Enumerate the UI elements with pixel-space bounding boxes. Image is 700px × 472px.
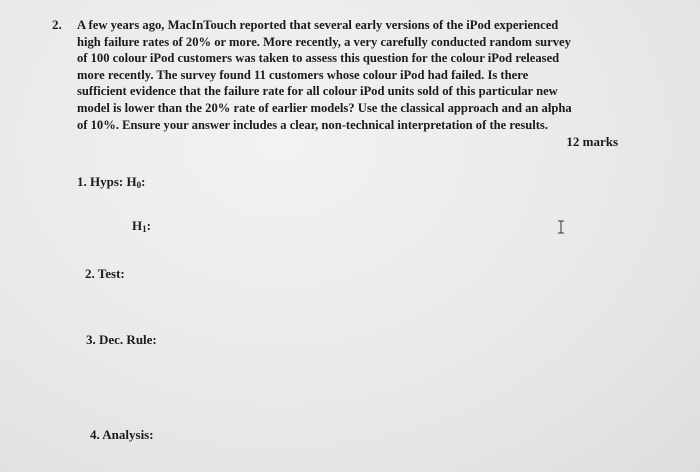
text-cursor-icon <box>557 220 565 234</box>
question-line: sufficient evidence that the failure rate for all colour iPod units sold of this particular new <box>77 84 558 99</box>
decision-rule-label: 3. Dec. Rule: <box>86 332 157 347</box>
question-line: more recently. The survey found 11 customers whose colour iPod had failed. Is there <box>77 67 529 82</box>
question-number: 2. <box>52 17 62 32</box>
h1-label: $H_1$: <box>132 218 151 234</box>
question-line: high failure rates of 20% or more. More recently, a very carefully conducted random survey <box>77 34 571 49</box>
test-label: 2. Test: <box>85 266 125 281</box>
question-line: A few years ago, MacInTouch reported that several early versions of the iPod experienced <box>77 18 559 32</box>
marks-label: 12 marks <box>566 134 618 149</box>
hyps-label-text: 1. Hyps: <box>77 174 124 189</box>
hypotheses-label <box>77 174 145 190</box>
question-line: model is lower than the 20% rate of earlier models? Use the classical approach and an alpha <box>77 100 572 115</box>
h0-label: $H_0$: <box>126 174 146 190</box>
question-line: of 100 colour iPod customers was taken to assess this question for the colour iPod released <box>77 51 560 66</box>
analysis-label: 4. Analysis: <box>90 427 154 442</box>
question-line: of 10%. Ensure your answer includes a clear, non-technical interpretation of the results. <box>77 117 548 132</box>
question-text <box>77 17 637 133</box>
